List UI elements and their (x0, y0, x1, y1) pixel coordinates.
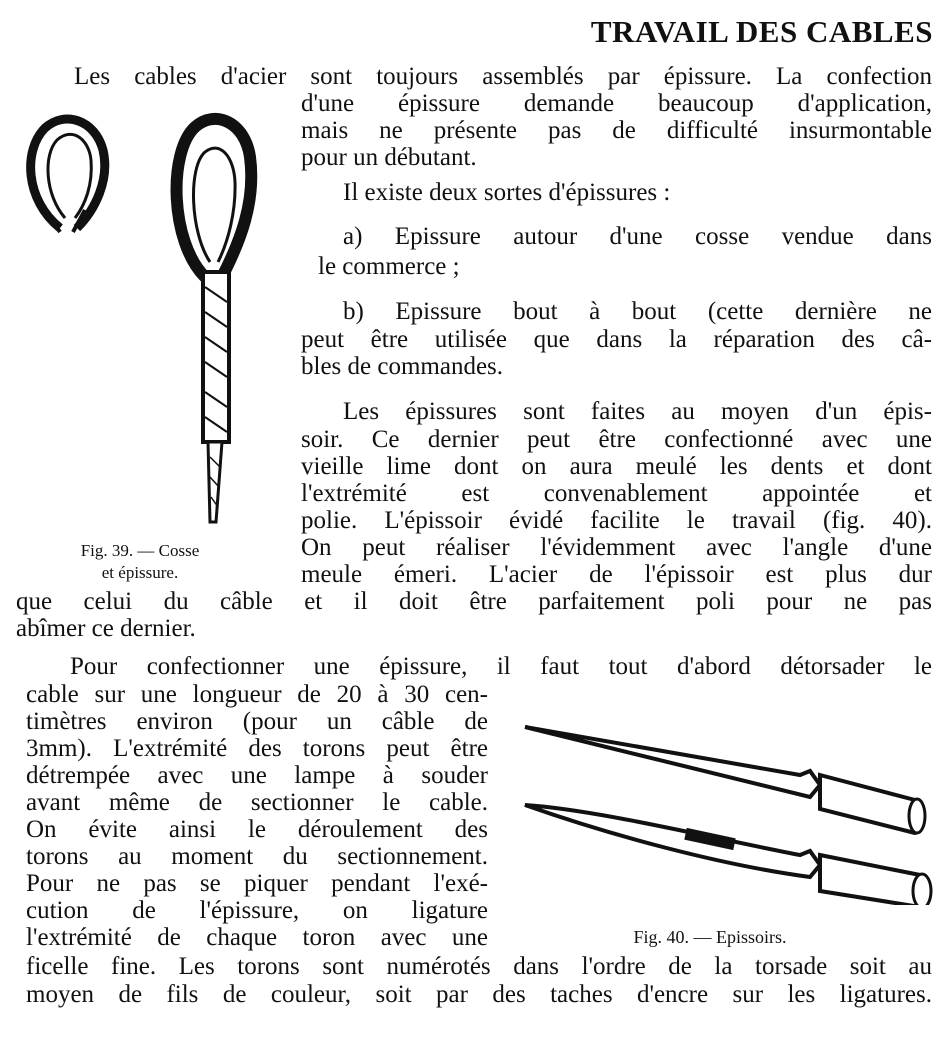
text-line: d'une épissure demande beaucoup d'application, (301, 90, 932, 117)
text-line: Pour confectionner une épissure, il faut tout d'abord détorsader le (70, 653, 932, 680)
text-line: Les cables d'acier sont toujours assemblés par épissure. La confection (74, 63, 932, 90)
text-line: a) Epissure autour d'une cosse vendue dans (343, 223, 932, 250)
text-line: bles de commandes. (301, 353, 504, 380)
text-line: pour un débutant. (301, 144, 477, 171)
text-line: timètres environ (pour un câble de (26, 708, 488, 735)
text-line: vieille lime dont on aura meulé les dents et dont (301, 453, 932, 480)
text-line: Pour ne pas se piquer pendant l'exé- (26, 870, 488, 897)
thimble-illustration (15, 110, 125, 250)
text-line: On évite ainsi le déroulement des (26, 816, 488, 843)
text-line: moyen de fils de couleur, soit par des taches d'encre sur les ligatures. (26, 981, 932, 1008)
text-line: le commerce ; (318, 253, 460, 280)
eye-splice-illustration (160, 112, 270, 532)
text-line: cution de l'épissure, on ligature (26, 897, 488, 924)
text-line: Il existe deux sortes d'épissures : (343, 179, 671, 206)
text-line: l'extrémité est convenablement appointée et (301, 480, 932, 507)
text-line: mais ne présente pas de difficulté insurmontable (301, 117, 932, 144)
text-line: Les épissures sont faites au moyen d'un épis- (343, 398, 932, 425)
fig40-caption: Fig. 40. — Epissoirs. (633, 927, 787, 947)
text-line: avant même de sectionner le cable. (26, 789, 488, 816)
fig39-caption-line2: et épissure. (101, 563, 179, 582)
fig39-caption-line1: Fig. 39. — Cosse (80, 541, 200, 560)
text-line: que celui du câble et il doit être parfaitement poli pour ne pas (16, 588, 932, 615)
page-title: TRAVAIL DES CABLES (590, 14, 933, 49)
text-line: détrempée avec une lampe à souder (26, 762, 488, 789)
text-line: On peut réaliser l'évidemment avec l'angle d'une (301, 534, 932, 561)
text-line: abîmer ce dernier. (16, 615, 196, 642)
text-line: 3mm). L'extrémité des torons peut être (26, 735, 488, 762)
text-line: cable sur une longueur de 20 à 30 cen- (26, 681, 488, 708)
text-line: soir. Ce dernier peut être confectionné avec une (301, 426, 932, 453)
text-line: ficelle fine. Les torons sont numérotés dans l'ordre de la torsade soit au (26, 953, 932, 980)
text-line: peut être utilisée que dans la réparation des câ- (301, 326, 932, 353)
text-line: torons au moment du sectionnement. (26, 843, 488, 870)
splicing-spikes-illustration (520, 705, 940, 905)
fig39-caption (40, 540, 240, 584)
text-line: l'extrémité de chaque toron avec une (26, 924, 488, 951)
text-line: polie. L'épissoir évidé facilite le travail (fig. 40). (301, 507, 932, 534)
text-line: b) Epissure bout à bout (cette dernière ne (343, 298, 932, 325)
text-line: meule émeri. L'acier de l'épissoir est plus dur (301, 561, 932, 588)
